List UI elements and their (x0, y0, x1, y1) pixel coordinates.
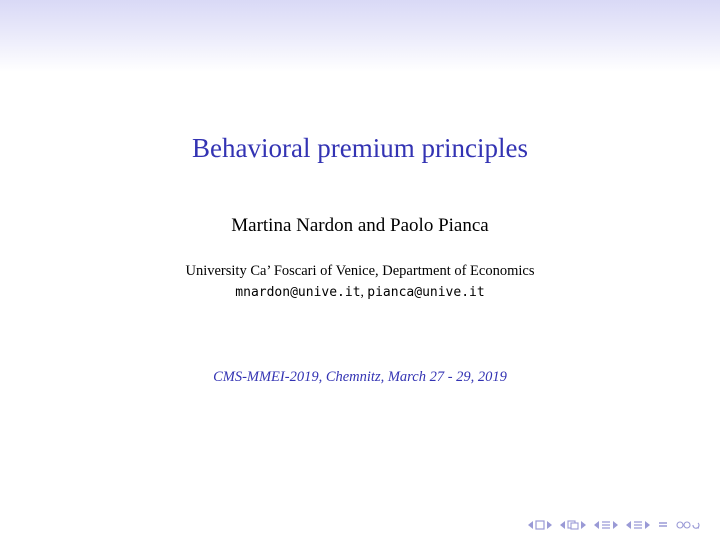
section-icon[interactable] (601, 520, 611, 530)
email-separator: , (360, 284, 364, 299)
header-gradient-band (0, 0, 720, 72)
subsection-nav-group (560, 520, 586, 530)
authors: Martina Nardon and Paolo Pianca (231, 215, 489, 236)
section-nav-group (594, 520, 618, 530)
email-link-pianca[interactable]: pianca@unive.it (367, 285, 485, 300)
search-icon[interactable] (676, 520, 700, 530)
email-line (0, 283, 720, 302)
arrow-left-icon[interactable] (528, 521, 534, 529)
arrow-left-icon[interactable] (626, 521, 632, 529)
email-link-nardon[interactable]: mnardon@unive.it (235, 285, 361, 300)
beamer-navigation-bar (528, 518, 706, 532)
frame-nav-group (528, 520, 552, 530)
frame-icon[interactable] (535, 520, 545, 530)
appendix-nav-group (658, 520, 668, 530)
arrow-right-icon[interactable] (546, 521, 552, 529)
arrow-right-icon[interactable] (644, 521, 650, 529)
align-icon[interactable] (658, 520, 668, 530)
presentation-nav-group (626, 520, 650, 530)
arrow-left-icon[interactable] (594, 521, 600, 529)
arrow-left-icon[interactable] (560, 521, 566, 529)
arrow-right-icon[interactable] (580, 521, 586, 529)
section-icon[interactable] (633, 520, 643, 530)
institute: University Ca’ Foscari of Venice, Department of Economics (185, 263, 535, 279)
presentation-title: Behavioral premium principles (192, 133, 528, 163)
subsection-icon[interactable] (567, 520, 579, 530)
arrow-right-icon[interactable] (612, 521, 618, 529)
conference-date: CMS-MMEI-2019, Chemnitz, March 27 - 29, 2019 (213, 369, 507, 385)
search-nav-group (676, 520, 700, 530)
